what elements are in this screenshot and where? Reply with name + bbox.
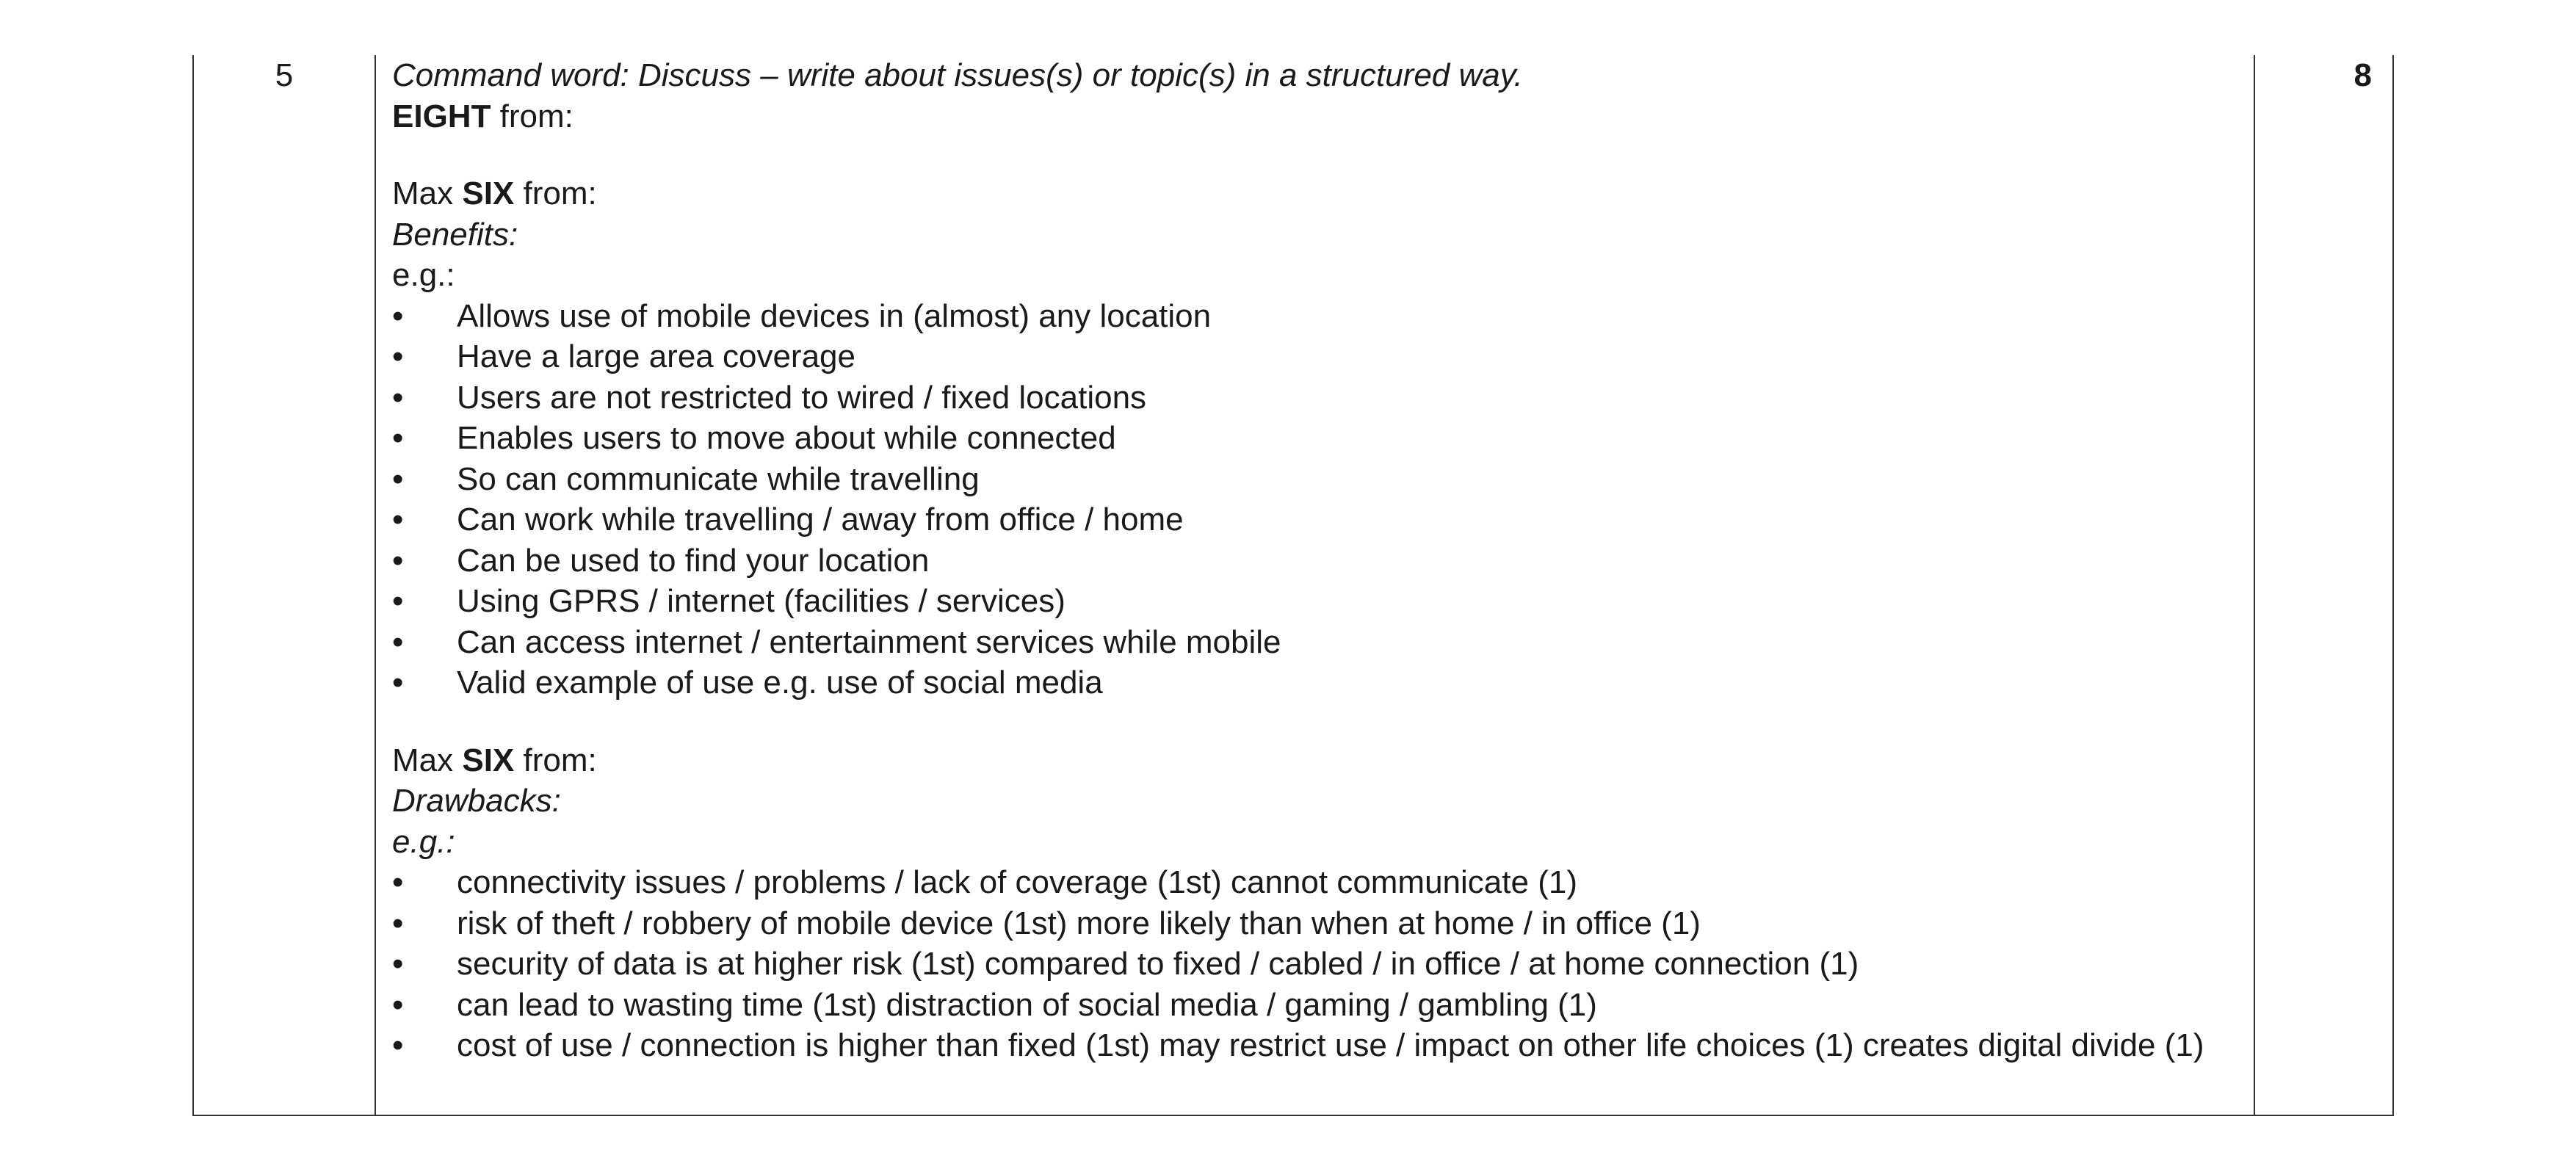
list-item: • Using GPRS / internet (facilities / services) — [392, 581, 2243, 622]
benefits-eg: e.g.: — [392, 257, 455, 293]
drawbacks-max-prefix: Max — [392, 742, 463, 778]
drawbacks-max-suffix: from: — [514, 742, 597, 778]
eight-from-line — [392, 96, 2243, 137]
benefits-heading: Benefits: — [392, 216, 518, 253]
benefits-max-prefix: Max — [392, 175, 463, 211]
mark-scheme-table — [192, 55, 2394, 1116]
command-word-line: Command word: Discuss – write about issues(s) or topic(s) in a structured way. — [392, 57, 1523, 93]
list-item: • Enables users to move about while connected — [392, 418, 2243, 459]
list-item: • can lead to wasting time (1st) distraction of social media / gaming / gambling (1) — [392, 985, 2243, 1026]
list-item: • Users are not restricted to wired / fixed locations — [392, 377, 2243, 419]
benefits-max-bold: SIX — [462, 175, 515, 211]
list-item: • Can access internet / entertainment services while mobile — [392, 622, 2243, 663]
answer-cell — [392, 55, 2243, 1066]
list-item: • Can be used to find your location — [392, 540, 2243, 582]
eight-bold: EIGHT — [392, 98, 491, 134]
list-item: • Allows use of mobile devices in (almost) any location — [392, 296, 2243, 337]
list-item: • Have a large area coverage — [392, 336, 2243, 377]
column-divider-right — [2254, 55, 2255, 1115]
marks-value: 8 — [2354, 57, 2372, 93]
column-divider-left — [375, 55, 376, 1115]
question-number: 5 — [275, 57, 294, 93]
list-item: • Valid example of use e.g. use of social media — [392, 662, 2243, 703]
drawbacks-max-bold: SIX — [462, 742, 515, 778]
list-item: • connectivity issues / problems / lack of coverage (1st) cannot communicate (1) — [392, 862, 2243, 903]
eight-rest: from: — [491, 98, 574, 134]
drawbacks-max-line — [392, 740, 2243, 781]
drawbacks-eg: e.g.: — [392, 823, 455, 860]
list-item: • So can communicate while travelling — [392, 459, 2243, 500]
benefits-list — [392, 296, 2243, 703]
benefits-max-suffix: from: — [514, 175, 597, 211]
drawbacks-heading: Drawbacks: — [392, 783, 561, 819]
list-item: • security of data is at higher risk (1st) compared to fixed / cabled / in office / at home connection (1) — [392, 944, 2243, 985]
list-item: • cost of use / connection is higher than fixed (1st) may restrict use / impact on other life choices (1) creates digital divide (1) — [392, 1025, 2243, 1066]
benefits-max-line — [392, 173, 2243, 214]
list-item: • risk of theft / robbery of mobile device (1st) more likely than when at home / in office (1) — [392, 903, 2243, 944]
drawbacks-list — [392, 862, 2243, 1066]
list-item: • Can work while travelling / away from office / home — [392, 499, 2243, 540]
